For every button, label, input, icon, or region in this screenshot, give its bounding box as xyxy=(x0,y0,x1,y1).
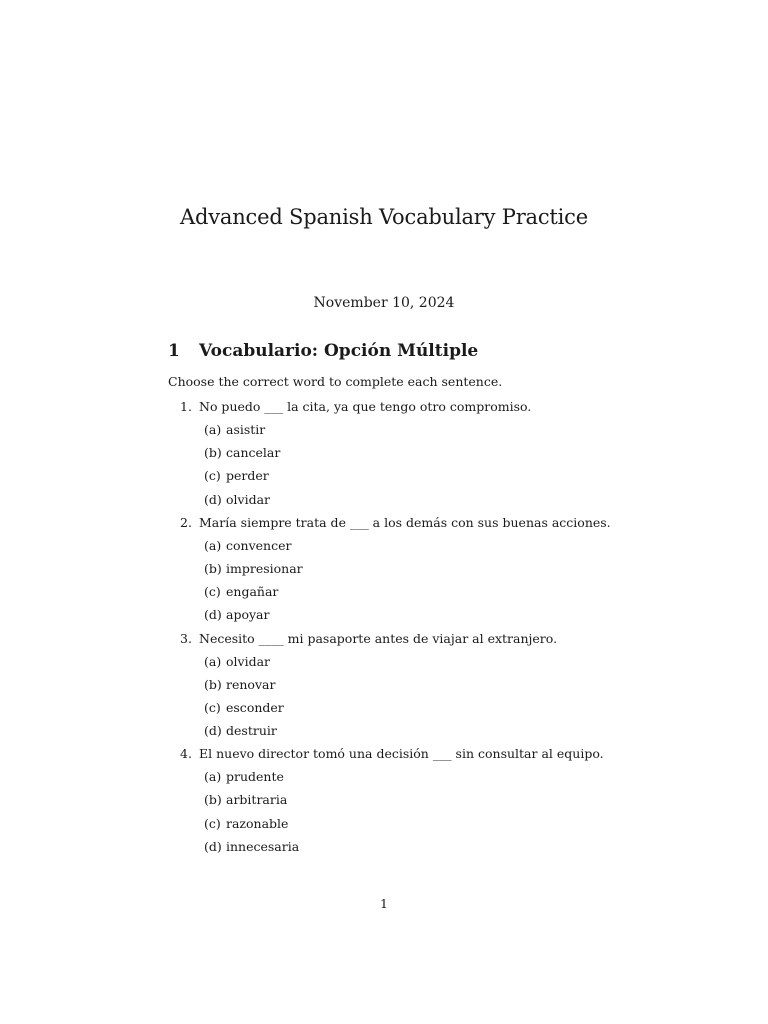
question-4 xyxy=(0,744,768,860)
option-letter: (a) xyxy=(204,769,222,785)
option-a xyxy=(0,652,768,675)
option-b xyxy=(0,443,768,466)
option-c xyxy=(0,814,768,837)
option-text: razonable xyxy=(226,815,289,831)
option-letter: (b) xyxy=(204,676,222,692)
option-text: engañar xyxy=(226,584,279,600)
option-list xyxy=(0,420,768,513)
option-letter: (d) xyxy=(204,607,222,623)
section-heading xyxy=(168,341,478,361)
option-b xyxy=(0,559,768,582)
option-letter: (c) xyxy=(204,468,221,484)
option-d xyxy=(0,837,768,860)
document-title: Advanced Spanish Vocabulary Practice xyxy=(180,205,588,229)
option-letter: (b) xyxy=(204,560,222,576)
option-letter: (c) xyxy=(204,815,221,831)
option-c xyxy=(0,582,768,605)
option-text: convencer xyxy=(226,537,292,553)
option-text: cancelar xyxy=(226,445,281,461)
section-number: 1 xyxy=(168,341,180,361)
section-title: Vocabulario: Opción Múltiple xyxy=(199,341,479,361)
answer-blank: ___ xyxy=(432,746,452,762)
question-text-after: la cita, ya que tengo otro compromiso. xyxy=(283,399,532,414)
option-letter: (a) xyxy=(204,653,222,669)
option-text: apoyar xyxy=(226,607,270,623)
question-number: 2. xyxy=(180,514,192,530)
document-date: November 10, 2024 xyxy=(313,295,455,311)
question-number: 4. xyxy=(180,746,192,762)
option-letter: (a) xyxy=(204,537,222,553)
question-text xyxy=(0,397,768,420)
option-letter: (b) xyxy=(204,792,222,808)
option-b xyxy=(0,790,768,813)
option-text: perder xyxy=(226,468,269,484)
question-2 xyxy=(0,513,768,629)
option-list xyxy=(0,767,768,860)
question-text xyxy=(0,629,768,652)
option-a xyxy=(0,767,768,790)
question-list xyxy=(0,397,768,860)
option-text: impresionar xyxy=(226,560,303,576)
option-d xyxy=(0,605,768,628)
question-text-before: No puedo xyxy=(199,399,265,414)
question-1 xyxy=(0,397,768,513)
question-number: 3. xyxy=(180,630,192,646)
question-text-after: sin consultar al equipo. xyxy=(451,746,604,762)
option-a xyxy=(0,420,768,443)
option-text: arbitraria xyxy=(226,792,288,808)
section-instructions: Choose the correct word to complete each sentence. xyxy=(168,374,503,389)
option-c xyxy=(0,466,768,489)
option-text: esconder xyxy=(226,699,284,715)
question-text-after: mi pasaporte antes de viajar al extranjero. xyxy=(283,630,558,646)
option-text: olvidar xyxy=(226,491,271,507)
answer-blank: ____ xyxy=(258,630,284,646)
option-text: asistir xyxy=(226,422,266,437)
option-text: innecesaria xyxy=(226,838,300,854)
question-number: 1. xyxy=(180,399,192,414)
option-text: olvidar xyxy=(226,653,271,669)
question-3 xyxy=(0,629,768,745)
option-letter: (d) xyxy=(204,723,222,739)
option-c xyxy=(0,698,768,721)
option-d xyxy=(0,721,768,744)
option-text: destruir xyxy=(226,723,277,739)
question-text xyxy=(0,744,768,767)
option-b xyxy=(0,675,768,698)
option-letter: (c) xyxy=(204,699,221,715)
option-list xyxy=(0,652,768,745)
question-text xyxy=(0,513,768,536)
option-letter: (c) xyxy=(204,584,221,600)
option-d xyxy=(0,490,768,513)
answer-blank: ___ xyxy=(349,514,369,530)
option-text: prudente xyxy=(226,769,284,785)
option-text: renovar xyxy=(226,676,276,692)
question-text-before: María siempre trata de xyxy=(199,514,350,530)
question-text-before: Necesito xyxy=(199,630,259,646)
option-letter: (d) xyxy=(204,838,222,854)
question-text-before: El nuevo director tomó una decisión xyxy=(199,746,433,762)
question-text-after: a los demás con sus buenas acciones. xyxy=(368,514,611,530)
page-number: 1 xyxy=(380,896,388,911)
option-a xyxy=(0,536,768,559)
answer-blank: ___ xyxy=(264,399,284,414)
option-letter: (d) xyxy=(204,491,222,507)
option-letter: (b) xyxy=(204,445,222,461)
option-letter: (a) xyxy=(204,422,222,437)
option-list xyxy=(0,536,768,629)
